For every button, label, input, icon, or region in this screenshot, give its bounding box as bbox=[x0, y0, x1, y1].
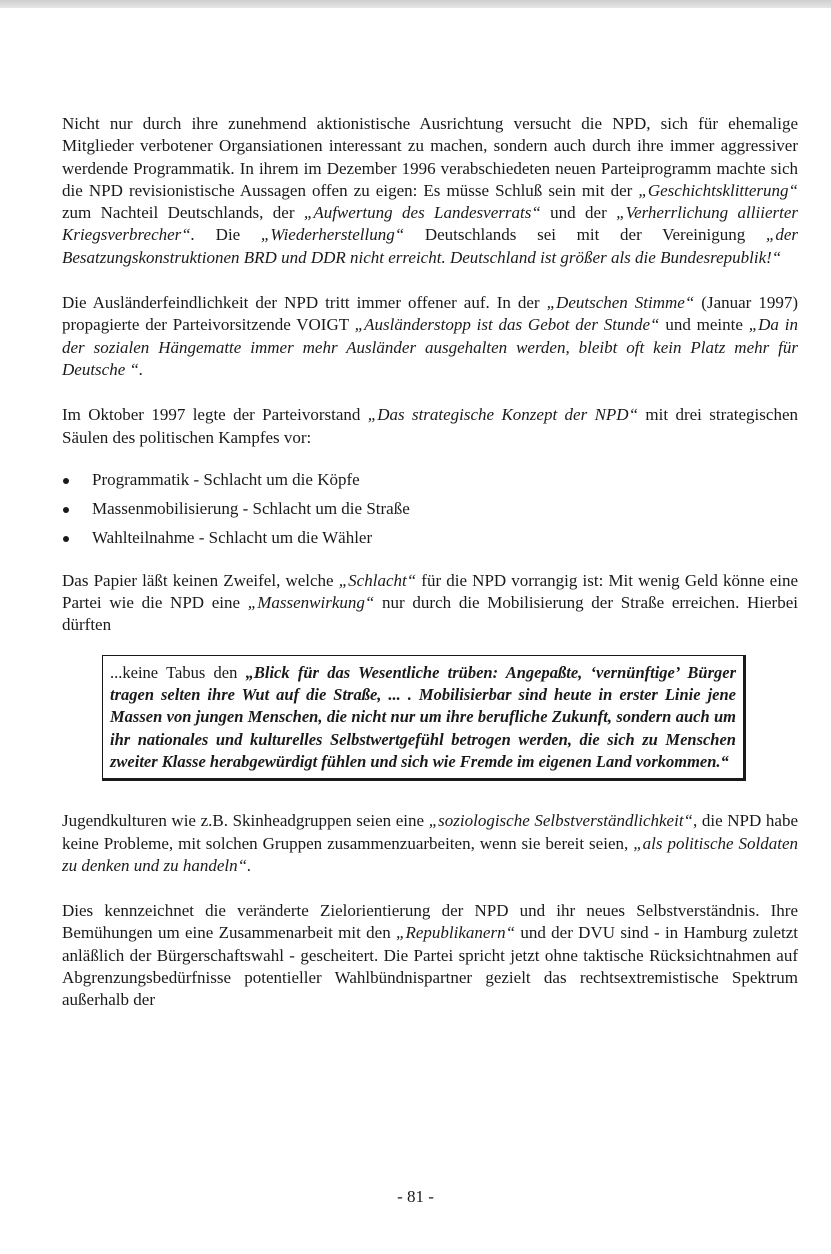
quote-text: „Da in der sozialen Hängematte immer mehr Ausländer ausgehalten werden, bleibt oft kein Platz mehr für Deutsche “. bbox=[62, 315, 798, 379]
paragraph-3 bbox=[62, 404, 798, 449]
quote-text: „Das strategische Konzept der NPD“ bbox=[367, 405, 639, 425]
text: für die NPD vorrangig ist: Mit wenig Geld könne eine Partei wie die NPD eine bbox=[62, 570, 798, 613]
quotation-box bbox=[102, 655, 746, 781]
quote-text: „Ausländerstopp ist das Gebot der Stunde“ bbox=[354, 315, 660, 335]
paragraph-1 bbox=[62, 113, 798, 269]
text: Die Ausländerfeindlichkeit der NPD tritt immer offener auf. In der bbox=[62, 293, 547, 313]
text: mit drei strategischen Säulen des politischen Kampfes vor: bbox=[62, 405, 798, 447]
quote-text: „Aufwertung des Landesverrats“ bbox=[303, 203, 541, 223]
quote-text: „Verherrlichung alliierter Kriegsverbrecher“. bbox=[62, 203, 798, 245]
text: Dies kennzeichnet die veränderte Zielorientierung der NPD und ihr neues Selbstverständnis. Ihre Bemühungen um eine Zusammenarbeit mit den bbox=[62, 901, 798, 943]
document-body bbox=[62, 113, 798, 1035]
text: Im Oktober 1997 legte der Parteivorstand bbox=[62, 405, 368, 425]
text: Deutschlands sei mit der Vereinigung bbox=[404, 225, 766, 245]
text: zum Nachteil Deutschlands, der bbox=[62, 203, 304, 223]
text: und der bbox=[540, 203, 617, 223]
text: Die bbox=[195, 225, 261, 245]
scan-top-edge bbox=[0, 0, 831, 8]
list-item: Wahlteilnahme - Schlacht um die Wähler bbox=[62, 527, 798, 549]
text: und meinte bbox=[659, 315, 749, 335]
quote-text: „Wiederherstellung“ bbox=[260, 225, 405, 245]
paragraph-6 bbox=[62, 900, 798, 1011]
quote-text: „soziologische Selbstverständlichkeit“ bbox=[428, 811, 694, 831]
quote-text: „der Besatzungskonstruktionen BRD und DDR nicht erreicht. Deutschland ist größer als die Bundesrepublik!“ bbox=[62, 225, 798, 267]
list-item: Programmatik - Schlacht um die Köpfe bbox=[62, 469, 798, 491]
page-number: - 81 - bbox=[397, 1187, 434, 1206]
text: nur durch die Mobilisierung der Straße erreichen. Hierbei dürften bbox=[62, 593, 798, 635]
quote-text: „Geschichtsklitterung“ bbox=[638, 180, 798, 200]
paragraph-5 bbox=[62, 810, 798, 877]
text: Jugendkulturen wie z.B. Skinheadgruppen seien eine bbox=[62, 811, 429, 831]
text: Das Papier läßt keinen Zweifel, welche bbox=[62, 570, 339, 590]
paragraph-4 bbox=[62, 570, 798, 637]
quote-text: „Republikanern“ bbox=[396, 923, 516, 943]
text: und der DVU sind - in Hamburg zuletzt anläßlich der Bürgerschaftswahl - gescheitert. Die Partei spricht jetzt ohne taktische Rücksichtnahmen auf Abgrenzungsbedürfnisse potentieller Wahlbündnispartner gezielt das rechtsextremistische Spektrum außerhalb der bbox=[62, 923, 799, 1010]
text: Nicht nur durch ihre zunehmend aktionistische Ausrichtung versucht die NPD, sich für ehemalige Mitglieder verbotener Organsiationen interessant zu machen, sondern auch durch ihre immer aggressiver werdende Programmatik. In ihrem im Dezember 1996 verabschiedeten neuen Parteiprogramm machte sich die NPD revisionistische Aussagen offen zu eigen: Es müsse Schluß sein mit der bbox=[62, 114, 798, 200]
quote-lead: ...keine Tabus den bbox=[110, 662, 246, 682]
quote-text: „als politische Soldaten zu denken und zu handeln“. bbox=[62, 833, 799, 875]
text: , die NPD habe keine Probleme, mit solchen Gruppen zusammenzuarbeiten, wenn sie bereit seien, bbox=[62, 811, 798, 853]
quote-text: „Deutschen Stimme“ bbox=[546, 293, 695, 313]
quote-text: „Massenwirkung“ bbox=[247, 593, 375, 613]
text: (Januar 1997) propagierte der Parteivorsitzende VOIGT bbox=[62, 293, 798, 335]
bullet-list bbox=[62, 469, 798, 549]
quote-text: „Blick für das Wesentliche trüben: Angepaßte, ‘vernünftige’ Bürger tragen selten ihre Wut auf die Straße, ... . Mobilisierbar sind heute in erster Linie jene Massen von jungen Menschen, die nicht nur um ihre berufliche Zukunft, sondern auch um ihr nationales und kulturelles Selbstwertgefühl betrogen werden, die sich zu Menschen zweiter Klasse herabgewürdigt fühlen und sich wie Fremde im eigenen Land vorkommen.“ bbox=[110, 662, 736, 771]
paragraph-2 bbox=[62, 292, 798, 381]
quote-text: „Schlacht“ bbox=[338, 570, 417, 590]
list-item: Massenmobilisierung - Schlacht um die Straße bbox=[62, 498, 798, 520]
